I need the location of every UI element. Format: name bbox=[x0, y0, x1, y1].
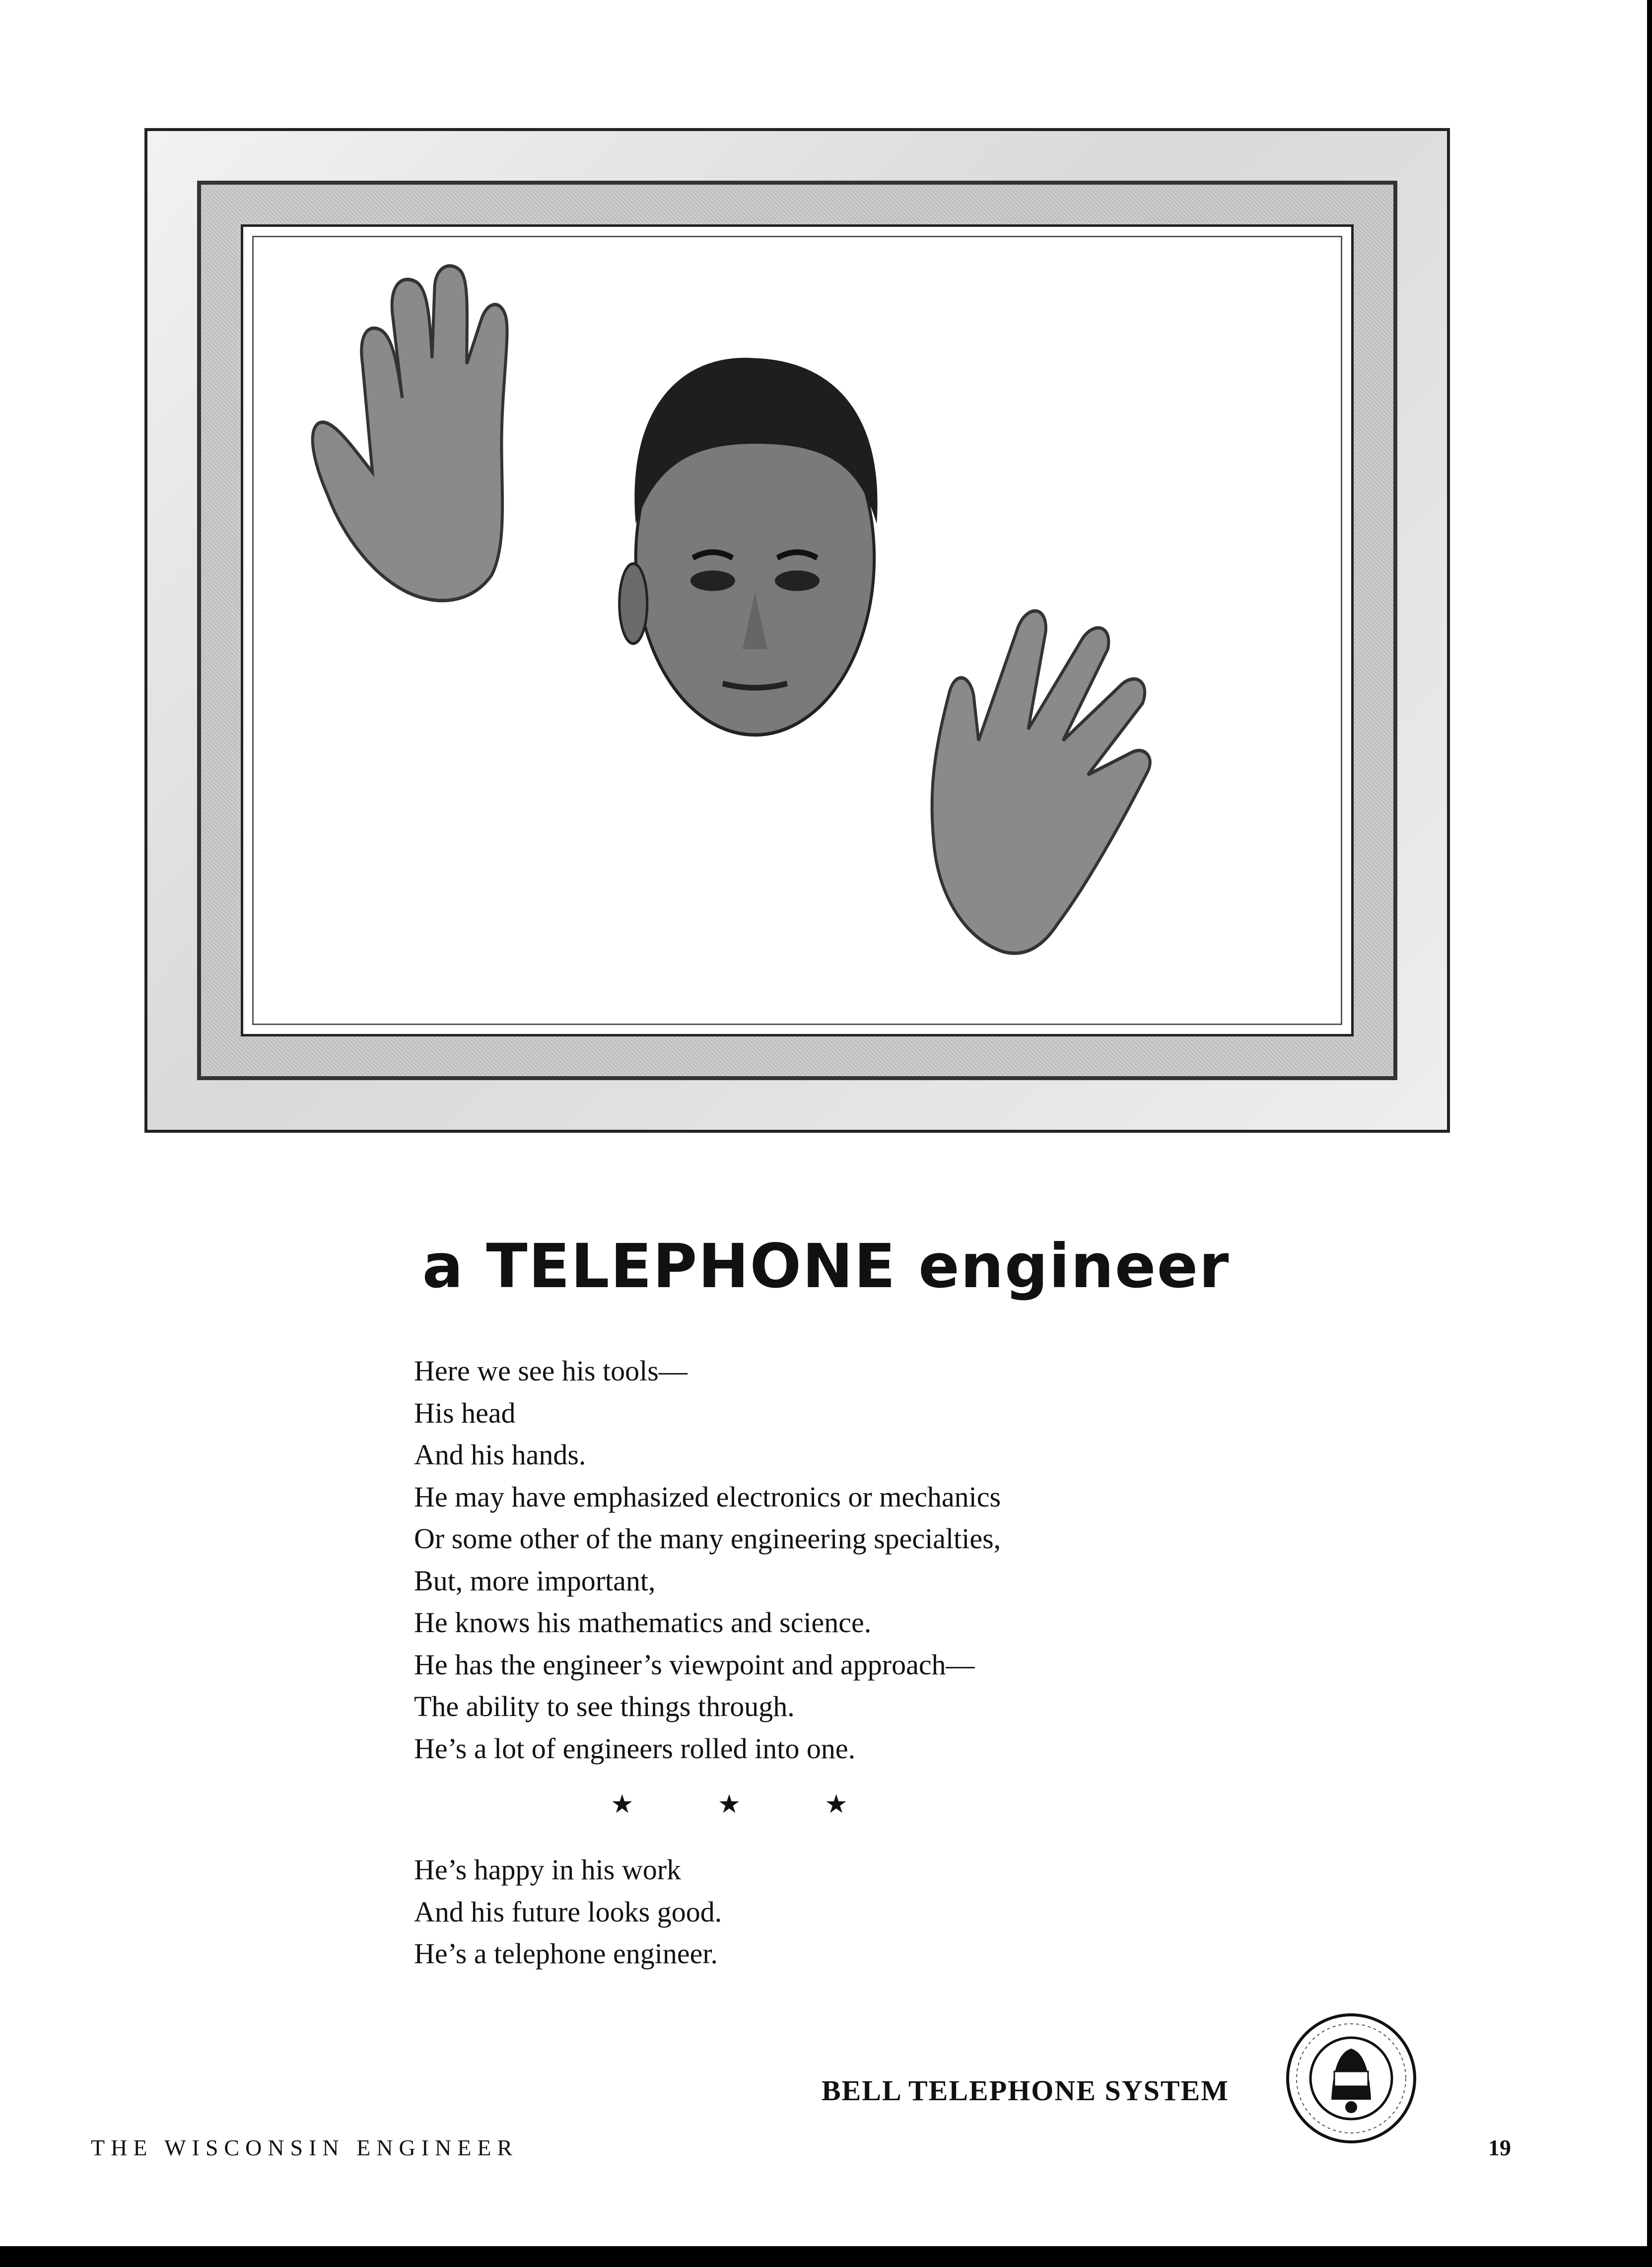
poem-line: But, more important, bbox=[414, 1564, 656, 1597]
closing-line: He’s a telephone engineer. bbox=[414, 1937, 718, 1970]
picture-frame bbox=[144, 128, 1450, 1133]
poem-line: Here we see his tools— bbox=[414, 1355, 688, 1387]
poem-line: He may have emphasized electronics or mechanics bbox=[414, 1480, 1001, 1513]
scan-border-right bbox=[1647, 0, 1652, 2246]
advertiser-signature: BELL TELEPHONE SYSTEM bbox=[822, 2074, 1229, 2107]
poem-line: The ability to see things through. bbox=[414, 1690, 795, 1722]
headline-main: TELEPHONE bbox=[486, 1231, 896, 1302]
closing-line: And his future looks good. bbox=[414, 1895, 722, 1928]
headline-suffix: engineer bbox=[918, 1231, 1230, 1302]
engineer-face-illustration bbox=[620, 358, 878, 735]
poem-body bbox=[414, 1350, 1001, 1770]
page-number: 19 bbox=[1488, 2135, 1511, 2160]
poem-line: He knows his mathematics and science. bbox=[414, 1606, 872, 1639]
poem-closing bbox=[414, 1849, 722, 1975]
poem-line: Or some other of the many engineering specialties, bbox=[414, 1522, 1001, 1555]
scan-border-bottom bbox=[0, 2246, 1652, 2267]
closing-line: He’s happy in his work bbox=[414, 1854, 682, 1886]
left-hand-illustration bbox=[313, 266, 507, 601]
headline-prefix: a bbox=[422, 1231, 464, 1302]
poem-line: He has the engineer’s viewpoint and approach— bbox=[414, 1648, 975, 1681]
frame-mat bbox=[241, 224, 1354, 1036]
poem-line: And his hands. bbox=[414, 1439, 586, 1471]
section-separator: ★ ★ ★ bbox=[611, 1790, 887, 1819]
poem-line: He’s a lot of engineers rolled into one. bbox=[414, 1732, 856, 1765]
right-hand-illustration bbox=[932, 611, 1150, 954]
bell-system-seal-icon bbox=[1286, 2013, 1417, 2144]
illustration bbox=[243, 227, 1351, 1034]
frame-bevel bbox=[197, 181, 1397, 1080]
headline bbox=[0, 1231, 1652, 1302]
poem-line: His head bbox=[414, 1396, 516, 1429]
publication-name: THE WISCONSIN ENGINEER bbox=[91, 2135, 519, 2160]
